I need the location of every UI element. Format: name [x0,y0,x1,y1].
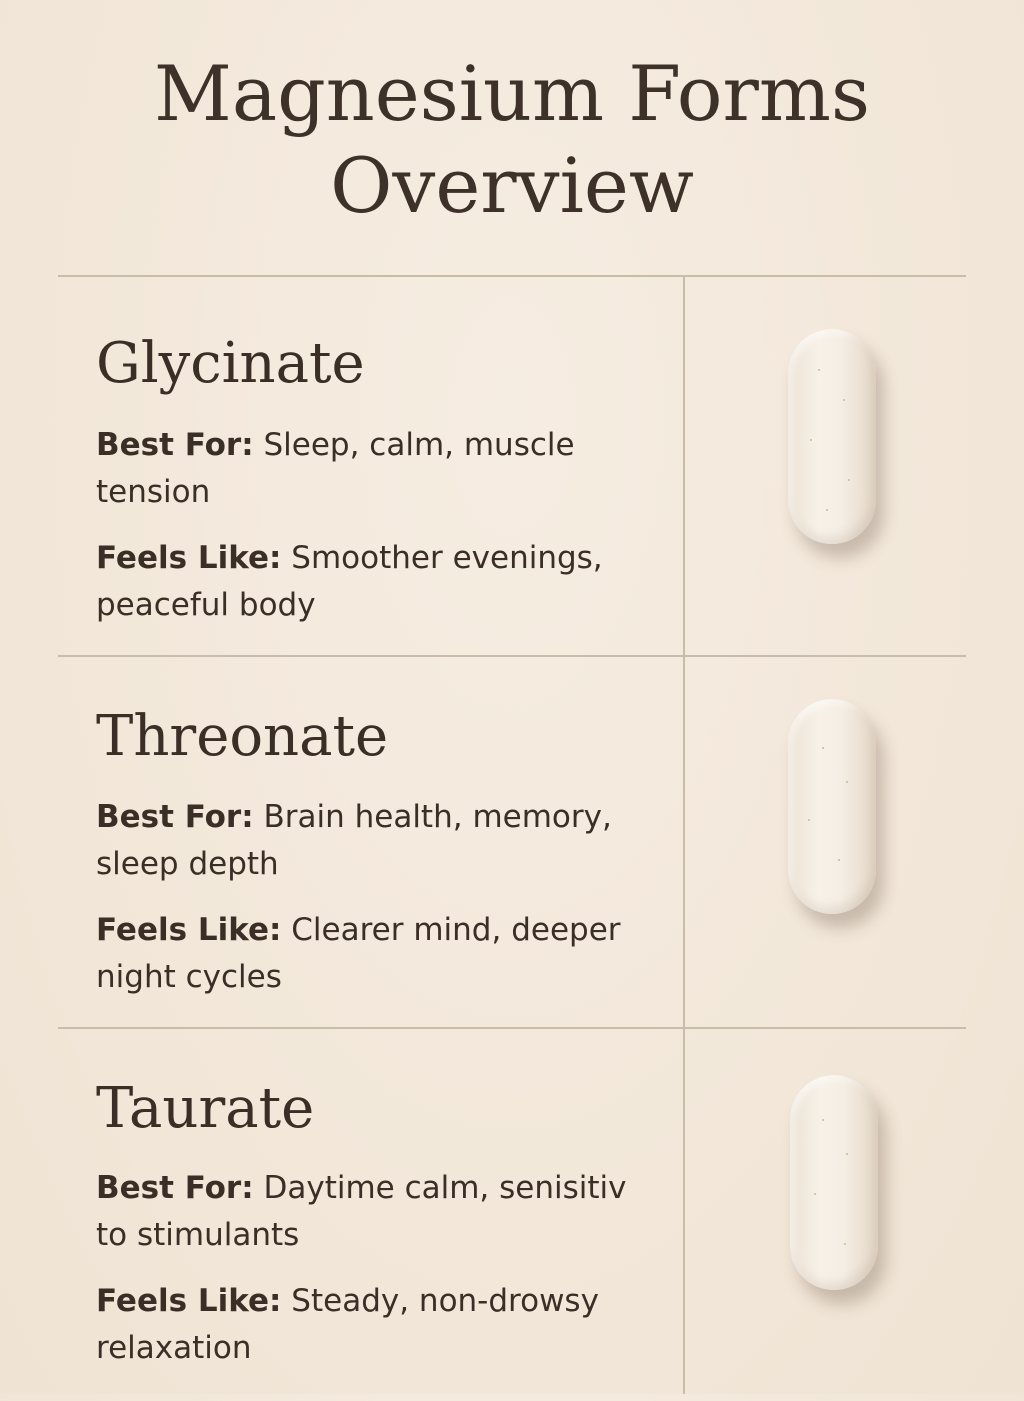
pill-icon [788,329,876,544]
form-row-taurate [58,1029,966,1401]
pill-speck [810,439,812,441]
form-text-block [96,277,671,655]
best-for-label: Best For: [96,799,254,835]
pill-speck [844,1243,846,1245]
best-for-value: Daytime calm, senisitiv [253,1170,627,1206]
best-for-value-cont: to stimulants [96,1217,300,1253]
pill-speck [843,399,845,401]
feels-like-value: Smoother evenings, [281,540,603,576]
best-for-line [96,794,671,841]
feels-like-value-cont: relaxation [96,1330,252,1366]
pill-icon [788,699,876,914]
form-row-threonate [58,657,966,1029]
form-row-glycinate [58,277,966,649]
best-for-label: Best For: [96,1170,254,1206]
form-text-block [96,657,671,1027]
best-for-value-cont: tension [96,474,211,510]
pill-speck [838,859,840,861]
page-title [0,48,1024,232]
feels-like-value-cont: night cycles [96,959,282,995]
title-line-1: Magnesium Forms [154,49,870,138]
pill-speck [822,747,824,749]
feels-like-label: Feels Like: [96,912,282,948]
best-for-value: Sleep, calm, muscle [253,427,575,463]
best-for-line [96,1165,671,1212]
pill-speck [822,1119,824,1121]
best-for-label: Best For: [96,427,254,463]
pill-speck [848,479,850,481]
form-name: Threonate [96,704,389,769]
pill-speck [846,1153,848,1155]
feels-like-value: Clearer mind, deeper [281,912,621,948]
best-for-line [96,422,671,469]
feels-like-value-cont: peaceful body [96,587,316,623]
best-for-value: Brain health, memory, [253,799,612,835]
pill-speck [814,1193,816,1195]
feels-like-value: Steady, non-drowsy [281,1283,599,1319]
pill-icon [790,1075,878,1290]
form-name: Glycinate [96,331,365,396]
pill-speck [826,509,828,511]
pill-speck [846,781,848,783]
feels-like-line [96,535,671,582]
feels-like-label: Feels Like: [96,1283,282,1319]
best-for-value-cont: sleep depth [96,846,279,882]
feels-like-label: Feels Like: [96,540,282,576]
feels-like-line [96,1278,671,1325]
form-name: Taurate [96,1076,315,1141]
pill-speck [808,819,810,821]
title-line-2: Overview [330,141,694,230]
pill-speck [818,369,820,371]
form-text-block [96,1029,671,1394]
feels-like-line [96,907,671,954]
